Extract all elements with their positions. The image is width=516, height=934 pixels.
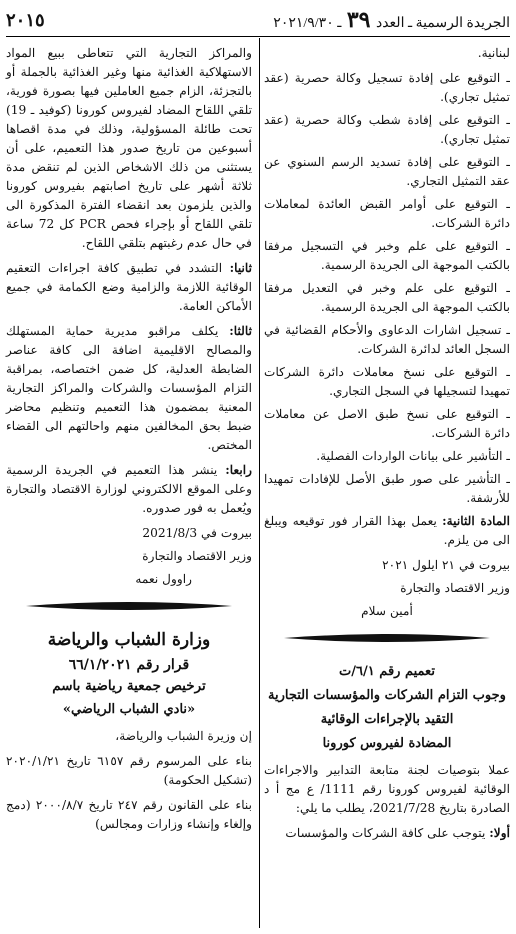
clause-second-label: ثانيا: <box>229 261 252 275</box>
list-item: ـ التأشير على صور طبق الأصل للإفادات تمهيدا للأرشفة. <box>264 472 510 505</box>
signature-date: بيروت في ٢١ ايلول ٢٠٢١ <box>382 558 510 572</box>
clause-second <box>6 259 252 316</box>
clause-first-text: يتوجب على كافة الشركات والمؤسسات <box>285 826 486 840</box>
list-item: ـ التوقيع على إفادة شطب وكالة حصرية (عقد تمثيل تجاري). <box>264 113 510 146</box>
preamble-line: إن وزيرة الشباب والرياضة، <box>115 729 252 743</box>
article-two <box>264 512 510 550</box>
list-item: ـ التوقيع على إفادة تسديد الرسم السنوي عن عقد التمثيل التجاري. <box>264 155 510 188</box>
decision-subtitle: ترخيص جمعية رياضية باسم <box>52 678 206 694</box>
signature-name: راوول نعمه <box>135 572 192 586</box>
divider-ornament <box>264 631 510 645</box>
page-header <box>6 6 510 34</box>
circular-intro: عملا بتوصيات لجنة متابعة التدابير والاجراءات الوقائية لفيروس كورونا رقم 1111/ ع مج أ د الصادرة بتاريخ 2021/7/28، يطلب ما يلي: <box>264 763 510 815</box>
issue-date: ـ ٢٠٢١/٩/٣٠ <box>273 16 342 31</box>
list-item: ـ تسجيل اشارات الدعاوى والأحكام القضائية في السجل العائد لدائرة الشركات. <box>264 323 510 356</box>
clause-second-text: التشدد في تطبيق كافة اجراءات التعقيم الوقائية اللازمة والزامية وضع الكمامة في جميع الأماكن العامة. <box>6 261 252 313</box>
circular-subtitle: التقيد بالإجراءات الوقائية <box>320 712 454 727</box>
page-number: ٢٠١٥ <box>6 9 45 30</box>
list-item: ـ التوقيع على علم وخبر في التسجيل مرفقا بالكتب الموجهة الى الجريدة الرسمية. <box>264 239 510 272</box>
continuation-text: لبنانية. <box>477 46 510 60</box>
clause-fourth <box>6 461 252 518</box>
signature-title: وزير الاقتصاد والتجارة <box>400 581 510 595</box>
clause-fourth-text: ينشر هذا التعميم في الجريدة الرسمية وعلى الموقع الالكتروني لوزارة الاقتصاد والتجارة ويُعمل به فور صدوره. <box>6 463 252 515</box>
ministry-heading: وزارة الشباب والرياضة <box>47 630 211 650</box>
circular-body: والمراكز التجارية التي تتعاطى ببيع المواد الاستهلاكية الغذائية منها وغير الغذائية بالجملة أو بالتجزئة، الزام جميع العاملين فيها بصورة فورية، تلقي اللقاح المضاد لفيروس كورونا (كوفيد ـ 19) تحت طائلة المسؤولية، وذلك في مدة اقصاها أسبوعين من تاريخ صدور هذا التعميم، على أن يستثنى من ذلك الاشخاص الذين لم تنقض مدة ثلاثة أشهر على تاريخ اصابتهم بفيروس كورونا والذين يلزمون بعد انقضاء الفترة المذكورة الى تلقي اللقاح أو بإجراء فحص PCR كل 72 ساعة في حال عدم رغبتهم بتلقي اللقاح. <box>6 46 252 250</box>
list-item: ـ التوقيع على علم وخبر في التعديل مرفقا بالكتب الموجهة الى الجريدة الرسمية. <box>264 281 510 314</box>
clause-third-label: ثالثا: <box>229 324 253 338</box>
list-item: ـ التوقيع على أوامر القبض العائدة لمعاملات دائرة الشركات. <box>264 197 510 230</box>
circular-title: تعميم رقم ٦/١/ت <box>339 664 435 679</box>
circular-subtitle: وجوب التزام الشركات والمؤسسات التجارية <box>268 688 506 703</box>
club-name: «نادي الشباب الرياضي» <box>62 702 196 717</box>
signature-name: أمين سلام <box>361 604 413 618</box>
clause-first <box>264 824 510 843</box>
left-column <box>6 44 252 840</box>
header-title <box>273 7 510 33</box>
gazette-name: الجريدة الرسمية ـ العدد <box>375 16 510 31</box>
clause-third-text: يكلف مراقبو مديرية حماية المستهلك والمصالح الاقليمية اضافة الى كافة عناصر الضابطة العدلية، كل ضمن اختصاصه، بمراقبة التزام المؤسسات والشركات والمراكز التجارية المعنية بمضمون هذا التعميم وتنظيم محاضر ضبط بحق المخالفين منهم واحالتهم الى القضاء المختص. <box>6 324 252 452</box>
list-item: ـ التأشير على بيانات الواردات الفصلية. <box>316 449 510 463</box>
divider-ornament <box>6 599 252 613</box>
list-item: ـ التوقيع على إفادة تسجيل وكالة حصرية (عقد تمثيل تجاري). <box>264 71 510 104</box>
preamble-line: بناء على القانون رقم ٢٤٧ تاريخ ٢٠٠٠/٨/٧ (دمج وإلغاء وإنشاء وزارات ومجالس) <box>6 798 253 831</box>
preamble-line: بناء على المرسوم رقم ٦١٥٧ تاريخ ٢٠٢٠/١/٢١ (تشكيل الحكومة) <box>6 754 252 787</box>
clause-first-label: أولا: <box>489 826 510 840</box>
header-rule <box>6 36 510 37</box>
signature-date: بيروت في 2021/8/3 <box>142 526 252 540</box>
list-item: ـ التوقيع على نسخ معاملات دائرة الشركات تمهيدا لتسجيلها في السجل التجاري. <box>264 365 510 398</box>
right-column <box>264 44 510 849</box>
signature-title: وزير الاقتصاد والتجارة <box>142 549 252 563</box>
decision-title: قرار رقم ٦٦/١/٢٠٢١ <box>68 657 190 673</box>
list-item: ـ التوقيع على نسخ طبق الاصل عن معاملات دائرة الشركات. <box>264 407 510 440</box>
circular-subtitle: المضادة لفيروس كورونا <box>322 736 452 751</box>
issue-number: ٣٩ <box>346 7 371 32</box>
column-divider <box>259 38 260 928</box>
article-two-label: المادة الثانية: <box>442 514 511 528</box>
article-two-text: يعمل بهذا القرار فور توقيعه ويبلغ الى من يلزم. <box>264 514 510 547</box>
clause-fourth-label: رابعا: <box>225 463 252 477</box>
clause-third <box>6 322 252 455</box>
